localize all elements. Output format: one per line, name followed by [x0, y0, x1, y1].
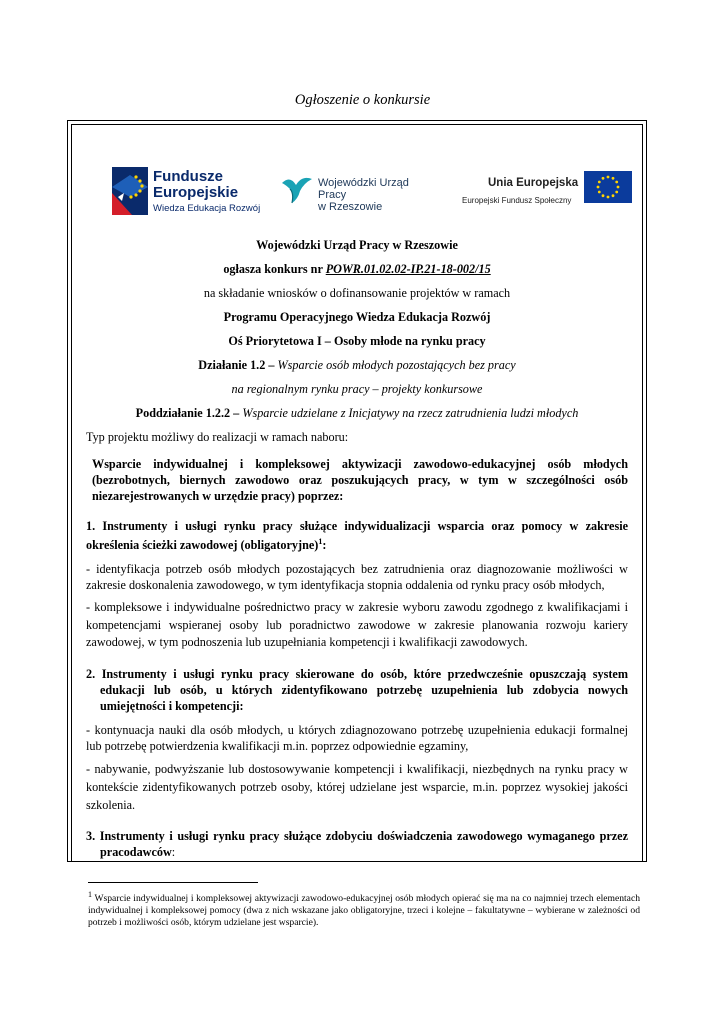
- measure-label: Działanie 1.2 –: [198, 358, 275, 372]
- fe-subtitle: Wiedza Edukacja Rozwój: [153, 203, 261, 214]
- section1-item: - identyfikacja potrzeb osób młodych pozostających bez zatrudnienia oraz diagnozowanie możliwości w zakresie doskonalenia zawodowego, w tym identyfikacja stopnia oddalenia od rynku pracy osób młodych,: [86, 562, 628, 593]
- section1-heading: [86, 518, 628, 553]
- call-description: na składanie wniosków o dofinansowanie projektów w ramach: [203, 286, 511, 300]
- footnote-separator: [88, 882, 258, 883]
- eu-flag-icon: [584, 171, 632, 203]
- wup-name-line2: w Rzeszowie: [318, 201, 383, 213]
- project-type-label: Typ projektu możliwy do realizacji w ramach naboru:: [86, 430, 349, 444]
- ue-name: Unia Europejska: [488, 177, 579, 189]
- page-title: Ogłoszenie o konkursie: [294, 92, 431, 108]
- section3-heading: [86, 828, 628, 860]
- section1-heading-end: :: [322, 538, 327, 553]
- section3-heading-text: 3. Instrumenty i usługi rynku pracy służące zdobyciu doświadczenia zawodowego wymaganego przez pracodawców: [86, 828, 628, 859]
- fe-flag-icon: [112, 167, 148, 215]
- priority-axis: Oś Priorytetowa I – Osoby młode na rynku pracy: [228, 334, 486, 348]
- measure-title-cont: na regionalnym rynku pracy – projekty konkursowe: [231, 382, 483, 396]
- section2-heading: 2. Instrumenty i usługi rynku pracy skierowane do osób, które przedwcześnie opuszczają system edukacji lub osób, u których zidentyfikowano potrzebę uzupełnienia lub zdobycia nowych umiejętności i kompetencji:: [86, 666, 628, 713]
- section1-heading-text: 1. Instrumenty i usługi rynku pracy służące indywidualizacji wsparcia oraz pomocy w zakresie określenia ścieżki zawodowej (obligatoryjne): [86, 519, 628, 553]
- issuer-line: Wojewódzki Urząd Pracy w Rzeszowie: [256, 238, 458, 252]
- submeasure-line: [86, 405, 628, 421]
- submeasure-label: Poddziałanie 1.2.2 –: [135, 406, 240, 420]
- logo-bar: [112, 167, 622, 217]
- competition-prefix: ogłasza konkurs nr: [223, 262, 326, 276]
- programme-name: Programu Operacyjnego Wiedza Edukacja Rozwój: [223, 310, 491, 324]
- fe-name-line1: Fundusze: [153, 168, 223, 185]
- footnote-mark: 1: [88, 890, 92, 899]
- wup-name-line1: Wojewódzki Urząd Pracy: [318, 177, 409, 201]
- document-frame-inner: [71, 124, 643, 861]
- fe-name-line2: Europejskie: [153, 184, 239, 201]
- announcement-content: [86, 237, 628, 861]
- competition-number-line: [86, 261, 628, 277]
- section2-item: - nabywanie, podwyższanie lub dostosowywanie kompetencji i kwalifikacji, niezbędnych na rynku pracy w kontekście zidentyfikowanych potrzeb osoby, której udzielane jest wsparcie, m.in. poprzez wysokiej jakości szkolenia.: [86, 761, 628, 812]
- measure-line: [86, 357, 628, 373]
- project-type-description: Wsparcie indywidualnej i kompleksowej aktywizacji zawodowo-edukacyjnej osób młodych (bezrobotnych, biernych zawodowo oraz poszukujących pracy, w tym w szczególności osób niezarejestrowanych w urzędzie pracy) poprzez:: [92, 457, 628, 503]
- footnote-ref[interactable]: 1: [318, 537, 323, 546]
- footnote: [88, 889, 640, 929]
- submeasure-title: Wsparcie udzielane z Inicjatywy na rzecz zatrudnienia ludzi młodych: [239, 406, 579, 420]
- section1-item: - kompleksowe i indywidualne pośrednictwo pracy w zakresie wyboru zawodu zgodnego z kwalifikacjami i kompetencjami wspieranej osoby lub poradnictwo zawodowe w zakresie planowania rozwoju kariery zawodowej, w tym podnoszenia lub uzupełniania kompetencji i kwalifikacji zawodowych.: [86, 600, 628, 650]
- document-frame: [67, 120, 647, 862]
- section2-item: - kontynuacja nauki dla osób młodych, u których zdiagnozowano potrzebę uzupełnienia edukacji formalnej lub potrzebę potwierdzenia kwalifikacji m.in. poprzez odpowiednie egzaminy,: [86, 722, 628, 753]
- footnote-text: Wsparcie indywidualnej i kompleksowej aktywizacji zawodowo-edukacyjnej osób młodych opierać się ma na co najmniej trzech elementach indywidualnej i kompleksowej pomocy (dwa z nich wskazane jako obligatoryjne, trzeci i kolejne – fakultatywne – wybierane w zależności od potrzeb i możliwości osób, którym udzielane jest wsparcie).: [88, 893, 640, 929]
- competition-number: POWR.01.02.02-IP.21-18-002/15: [325, 262, 491, 276]
- wup-name: [318, 177, 440, 213]
- measure-title: Wsparcie osób młodych pozostających bez pracy: [274, 358, 516, 372]
- fe-name: [153, 169, 238, 201]
- section3-heading-end: :: [171, 844, 176, 859]
- wup-bird-icon: [280, 171, 314, 205]
- ue-subtitle: Europejski Fundusz Społeczny: [462, 196, 572, 205]
